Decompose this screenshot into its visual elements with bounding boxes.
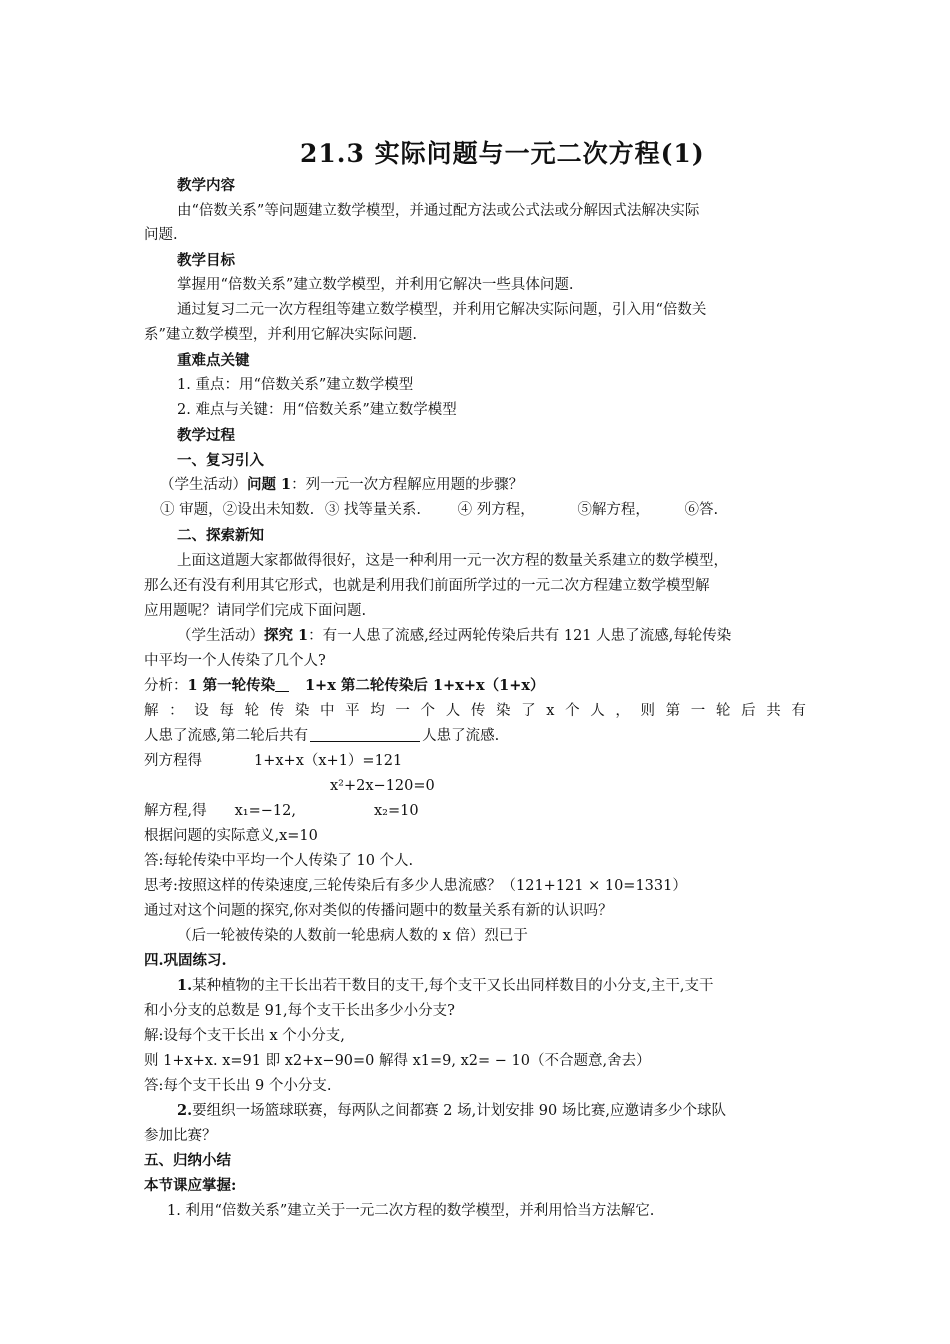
solution-word: 后 <box>741 703 756 719</box>
solution-word: 均 <box>370 703 385 719</box>
heading-practice: 四.巩固练习. <box>144 952 227 969</box>
analysis-part-b: 1+x 第二轮传染后 1+x+x（1+x） <box>304 677 545 694</box>
question-1-prefix: （学生活动） <box>160 477 247 493</box>
key-line-1: 1. 重点：用“倍数关系”建立数学模型 <box>177 377 414 393</box>
practice-1-solution-3: 答:每个支干长出 9 个小分支. <box>144 1078 332 1094</box>
solution-word: 共 <box>766 703 781 719</box>
equation-line-1 <box>144 750 814 772</box>
analysis-part-a: 1 第一轮传染 <box>187 677 276 694</box>
solution-word: 中 <box>319 703 335 719</box>
explore-1-text: ：有一人患了流感,经过两轮传染后共有 121 人患了流感,每轮传染 <box>308 628 732 644</box>
step-1-2: ① 审题，②设出未知数. <box>160 502 315 518</box>
explore-1-line-2: 中平均一个人传染了几个人? <box>144 653 326 669</box>
solution-word: 染 <box>495 703 511 719</box>
explore-para-line-3: 应用题呢？请同学们完成下面问题. <box>144 603 367 619</box>
solution-word: 轮 <box>244 703 260 719</box>
solution-word: 解 <box>144 703 159 719</box>
solution-word: 个 <box>565 703 580 719</box>
practice-2-line-1 <box>177 1100 847 1122</box>
equation-1: 1+x+x（x+1）=121 <box>254 753 403 769</box>
explore-1 <box>177 625 847 647</box>
solution-word: 个 <box>420 703 436 719</box>
goals-line-1: 掌握用“倍数关系”建立数学模型，并利用它解决一些具体问题. <box>177 277 574 293</box>
page-title: 21.3 实际问题与一元二次方程(1) <box>300 139 705 168</box>
question-1 <box>160 474 830 496</box>
step-4: ④ 列方程， <box>457 502 535 518</box>
solution-word: 第 <box>665 703 681 719</box>
think-line: 思考:按照这样的传染速度,三轮传染后有多少人患流感？（121+121 × 10=1331） <box>144 878 687 894</box>
root-1: x₁=−12, <box>234 803 296 819</box>
practice-1-text: 某种植物的主干长出若干数目的支干,每个支干又长出同样数目的小分支,主干,支干 <box>192 978 714 994</box>
content-line-2: 问题. <box>144 227 178 243</box>
goals-line-2: 通过复习二元一次方程组等建立数学模型，并利用它解决实际问题，引入用“倍数关 <box>177 302 707 318</box>
explore-1-prefix: （学生活动） <box>177 628 264 644</box>
solve-label: 解方程,得 <box>144 803 207 819</box>
reflect-line: 通过对这个问题的探究,你对类似的传播问题中的数量关系有新的认识吗？ <box>144 903 613 919</box>
heading-summary: 五、归纳小结 <box>144 1152 231 1169</box>
practice-1-line-1 <box>177 975 847 997</box>
equation-2: x²+2x−120=0 <box>330 778 435 794</box>
practice-2-line-2: 参加比赛？ <box>144 1128 217 1144</box>
solution-word: 每 <box>219 703 234 719</box>
explore-para-line-2: 那么还有没有利用其它形式，也就是利用我们前面所学过的一元二次方程建立数学模型解 <box>144 578 710 594</box>
practice-2-text: 要组织一场篮球联赛，每两队之间都赛 2 场,计划安排 90 场比赛,应邀请多少个球队 <box>192 1103 726 1119</box>
solution-word: 一 <box>395 703 410 719</box>
summary-line-1: 1. 利用“倍数关系”建立关于一元二次方程的数学模型，并利用恰当方法解它. <box>167 1203 655 1219</box>
practice-2-number: 2. <box>177 1102 193 1119</box>
solution-word: 传 <box>470 703 486 719</box>
heading-explore: 二、探索新知 <box>177 527 264 544</box>
analysis-underline-a <box>275 678 289 694</box>
solution-word: 染 <box>294 703 310 719</box>
solution-word: 一 <box>690 703 706 719</box>
heading-teaching-process: 教学过程 <box>177 427 235 444</box>
solution-word: 人 <box>590 703 605 719</box>
content-line-1: 由“倍数关系”等问题建立数学模型，并通过配方法或公式法或分解因式法解决实际 <box>177 203 700 219</box>
explore-para-line-1: 上面这道题大家都做得很好，这是一种利用一元一次方程的数量关系建立的数学模型， <box>177 553 728 569</box>
heading-teaching-content: 教学内容 <box>177 177 235 194</box>
solution-line-2-b: 人患了流感. <box>422 728 500 744</box>
solution-word: 平 <box>345 703 360 719</box>
practice-1-solution-2: 则 1+x+x. x=91 即 x2+x−90=0 解得 x1=9, x2= − 10（不合题意,舍去） <box>144 1053 651 1069</box>
answer-line: 答:每轮传染中平均一个人传染了 10 个人. <box>144 853 414 869</box>
heading-teaching-goals: 教学目标 <box>177 252 235 269</box>
step-5: ⑤解方程， <box>577 502 650 518</box>
solution-word: 有 <box>791 703 806 719</box>
solution-word: 则 <box>640 703 655 719</box>
solution-word: 人 <box>445 703 461 719</box>
solution-word: 轮 <box>715 703 731 719</box>
answer-blank[interactable] <box>310 726 420 742</box>
step-3: ③ 找等量关系. <box>324 502 422 518</box>
goals-line-3: 系”建立数学模型，并利用它解决实际问题. <box>144 327 418 343</box>
solution-word: x <box>546 703 555 719</box>
heading-key-points: 重难点关键 <box>177 352 250 369</box>
solution-line-2-a: 人患了流感,第二轮后共有 <box>144 728 309 744</box>
root-2: x₂=10 <box>373 803 419 819</box>
explore-1-label: 探究 1 <box>264 627 309 644</box>
solution-word: ， <box>615 703 630 719</box>
analysis-label: 分析： <box>144 678 188 694</box>
solution-word: 传 <box>269 703 285 719</box>
meaning-line: 根据问题的实际意义,x=10 <box>144 828 318 844</box>
question-1-text: ：列一元一次方程解应用题的步骤？ <box>291 477 524 493</box>
equation-label: 列方程得 <box>144 753 202 769</box>
heading-review: 一、复习引入 <box>177 452 264 469</box>
solution-word: 设 <box>194 703 209 719</box>
summary-subheading: 本节课应掌握: <box>144 1177 237 1194</box>
solution-line-2 <box>144 725 814 747</box>
steps-line <box>160 499 830 521</box>
question-1-label: 问题 1 <box>247 476 292 493</box>
practice-1-number: 1. <box>177 977 193 994</box>
step-6: ⑥答. <box>684 502 719 518</box>
practice-1-line-2: 和小分支的总数是 91,每个支干长出多少小分支? <box>144 1003 455 1019</box>
solution-word: 了 <box>521 703 536 719</box>
solution-word: ： <box>169 703 184 719</box>
practice-1-solution-1: 解:设每个支干长出 x 个小分支, <box>144 1028 345 1044</box>
solution-line-1 <box>144 700 806 722</box>
analysis-line <box>144 675 814 697</box>
key-line-2: 2. 难点与关键：用“倍数关系”建立数学模型 <box>177 402 457 418</box>
solve-line <box>144 800 814 822</box>
reflect-line-2: （后一轮被传染的人数前一轮患病人数的 x 倍）烈已于 <box>177 928 528 944</box>
